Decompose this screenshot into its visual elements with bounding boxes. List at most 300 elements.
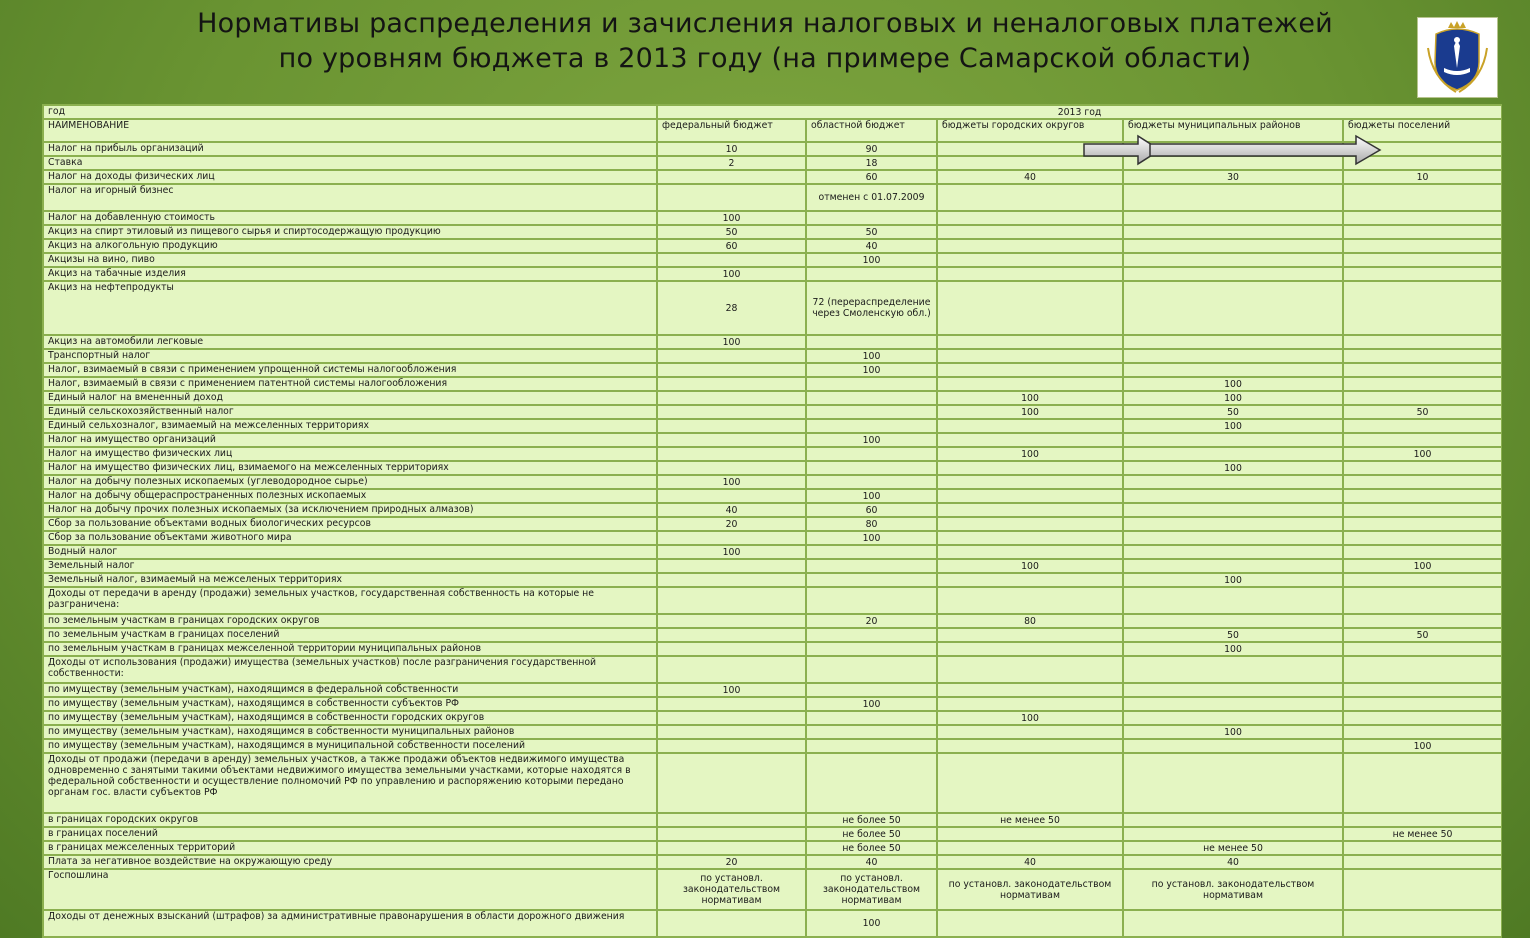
settlements-value	[1343, 869, 1502, 910]
regional-value: 40	[806, 855, 937, 869]
municipal-districts-value	[1123, 753, 1343, 813]
federal-value: 100	[657, 475, 806, 489]
row-name: по земельным участкам в границах межселенной территории муниципальных районов	[43, 642, 657, 656]
municipal-districts-value	[1123, 211, 1343, 225]
city-districts-value: не менее 50	[937, 813, 1123, 827]
federal-value	[657, 531, 806, 545]
city-districts-value	[937, 239, 1123, 253]
federal-value	[657, 489, 806, 503]
table-row	[43, 545, 1502, 559]
federal-value: 28	[657, 281, 806, 335]
regional-value: 72 (перераспределение через Смоленскую обл.)	[806, 281, 937, 335]
table-row	[43, 614, 1502, 628]
regional-value: 90	[806, 142, 937, 156]
city-districts-value	[937, 253, 1123, 267]
federal-value	[657, 433, 806, 447]
municipal-districts-value	[1123, 813, 1343, 827]
row-name: Доходы от денежных взысканий (штрафов) за административные правонарушения в области дорожного движения	[43, 910, 657, 937]
municipal-districts-value	[1123, 827, 1343, 841]
table-row	[43, 517, 1502, 531]
settlements-value	[1343, 545, 1502, 559]
city-districts-value: 100	[937, 559, 1123, 573]
table-row	[43, 267, 1502, 281]
settlements-value	[1343, 419, 1502, 433]
settlements-value	[1343, 753, 1502, 813]
year-row	[43, 105, 1502, 119]
federal-value	[657, 461, 806, 475]
municipal-districts-value: 100	[1123, 377, 1343, 391]
settlements-value	[1343, 656, 1502, 683]
municipal-districts-value: 100	[1123, 419, 1343, 433]
federal-value	[657, 363, 806, 377]
municipal-districts-value	[1123, 910, 1343, 937]
city-districts-value	[937, 503, 1123, 517]
city-districts-value	[937, 697, 1123, 711]
settlements-value	[1343, 335, 1502, 349]
table-row	[43, 211, 1502, 225]
tax-norms-table	[42, 104, 1502, 938]
city-districts-value: 100	[937, 405, 1123, 419]
regional-value: 100	[806, 363, 937, 377]
regional-value	[806, 335, 937, 349]
municipal-districts-value: по установл. законодательством нормативам	[1123, 869, 1343, 910]
row-name: по имуществу (земельным участкам), находящимся в собственности субъектов РФ	[43, 697, 657, 711]
municipal-districts-value	[1123, 559, 1343, 573]
settlements-value	[1343, 517, 1502, 531]
header-federal: федеральный бюджет	[657, 119, 806, 142]
settlements-value: 50	[1343, 628, 1502, 642]
city-districts-value	[937, 841, 1123, 855]
municipal-districts-value	[1123, 253, 1343, 267]
table-row	[43, 391, 1502, 405]
federal-value: 100	[657, 211, 806, 225]
federal-value: 40	[657, 503, 806, 517]
municipal-districts-value: 100	[1123, 642, 1343, 656]
regional-value: отменен с 01.07.2009	[806, 184, 937, 211]
table-row	[43, 628, 1502, 642]
regional-value	[806, 711, 937, 725]
settlements-value: 100	[1343, 559, 1502, 573]
municipal-districts-value	[1123, 447, 1343, 461]
municipal-districts-value	[1123, 267, 1343, 281]
city-districts-value	[937, 573, 1123, 587]
federal-value	[657, 841, 806, 855]
settlements-value: 10	[1343, 170, 1502, 184]
city-districts-value	[937, 461, 1123, 475]
row-name: Транспортный налог	[43, 349, 657, 363]
slide-title	[100, 6, 1430, 96]
city-districts-value	[937, 683, 1123, 697]
federal-value: 20	[657, 855, 806, 869]
table-row	[43, 855, 1502, 869]
row-name: Налог на добычу общераспространенных полезных ископаемых	[43, 489, 657, 503]
settlements-value	[1343, 910, 1502, 937]
federal-value: 100	[657, 683, 806, 697]
settlements-value: 50	[1343, 405, 1502, 419]
federal-value	[657, 253, 806, 267]
federal-value	[657, 753, 806, 813]
city-districts-value: по установл. законодательством нормативам	[937, 869, 1123, 910]
distribution-arrows	[1080, 132, 1390, 168]
settlements-value	[1343, 239, 1502, 253]
row-name: в границах межселенных территорий	[43, 841, 657, 855]
table-row	[43, 335, 1502, 349]
regional-value	[806, 739, 937, 753]
table-row	[43, 433, 1502, 447]
federal-value	[657, 614, 806, 628]
table-row	[43, 683, 1502, 697]
regional-value	[806, 587, 937, 614]
table-row	[43, 405, 1502, 419]
federal-value	[657, 377, 806, 391]
row-name: Акциз на автомобили легковые	[43, 335, 657, 349]
city-districts-value	[937, 211, 1123, 225]
table-row	[43, 587, 1502, 614]
municipal-districts-value: 50	[1123, 405, 1343, 419]
title-line-2: по уровням бюджета в 2013 году (на примере Самарской области)	[278, 43, 1252, 74]
federal-value	[657, 170, 806, 184]
table-row	[43, 447, 1502, 461]
regional-value	[806, 628, 937, 642]
row-name: Госпошлина	[43, 869, 657, 910]
city-districts-value	[937, 184, 1123, 211]
year-label-cell: год	[43, 105, 657, 119]
federal-value: 60	[657, 239, 806, 253]
federal-value	[657, 656, 806, 683]
table-row	[43, 225, 1502, 239]
settlements-value	[1343, 813, 1502, 827]
city-districts-value	[937, 419, 1123, 433]
row-name: Доходы от продажи (передачи в аренду) земельных участков, а также продажи объектов недвижимого имущества одновременно с занятыми такими объектами недвижимого имущества земельными участками, которые находятся в федеральной собственности и осуществление полномочий РФ по управлению и распоряжению которыми передано органам гос. власти субъектов РФ	[43, 753, 657, 813]
row-name: Сбор за пользование объектами животного мира	[43, 531, 657, 545]
municipal-districts-value: 40	[1123, 855, 1343, 869]
table-row	[43, 349, 1502, 363]
row-name: Единый сельскохозяйственный налог	[43, 405, 657, 419]
table-row	[43, 184, 1502, 211]
regional-value	[806, 419, 937, 433]
row-name: Акциз на нефтепродукты	[43, 281, 657, 335]
row-name: Плата за негативное воздействие на окружающую среду	[43, 855, 657, 869]
settlements-value	[1343, 184, 1502, 211]
municipal-districts-value	[1123, 614, 1343, 628]
federal-value	[657, 725, 806, 739]
federal-value: 20	[657, 517, 806, 531]
table-row	[43, 827, 1502, 841]
federal-value: 2	[657, 156, 806, 170]
settlements-value	[1343, 642, 1502, 656]
city-districts-value	[937, 267, 1123, 281]
municipal-districts-value: 100	[1123, 391, 1343, 405]
federal-value	[657, 559, 806, 573]
city-districts-value	[937, 910, 1123, 937]
federal-value	[657, 447, 806, 461]
table-row	[43, 531, 1502, 545]
regional-value	[806, 573, 937, 587]
regional-value: 100	[806, 489, 937, 503]
federal-value	[657, 573, 806, 587]
municipal-districts-value	[1123, 517, 1343, 531]
row-name: по имуществу (земельным участкам), находящимся в собственности муниципальных районов	[43, 725, 657, 739]
samara-coat-of-arms-icon	[1417, 17, 1498, 98]
row-name: Земельный налог, взимаемый на межселеных территориях	[43, 573, 657, 587]
regional-value	[806, 447, 937, 461]
municipal-districts-value: не менее 50	[1123, 841, 1343, 855]
city-districts-value	[937, 725, 1123, 739]
table-row	[43, 377, 1502, 391]
city-districts-value	[937, 377, 1123, 391]
city-districts-value: 80	[937, 614, 1123, 628]
city-districts-value	[937, 545, 1123, 559]
settlements-value	[1343, 363, 1502, 377]
municipal-districts-value	[1123, 683, 1343, 697]
row-name: Водный налог	[43, 545, 657, 559]
settlements-value	[1343, 211, 1502, 225]
federal-value: 100	[657, 335, 806, 349]
table-row	[43, 869, 1502, 910]
city-districts-value	[937, 827, 1123, 841]
regional-value: 80	[806, 517, 937, 531]
table-row	[43, 239, 1502, 253]
city-districts-value	[937, 225, 1123, 239]
regional-value: не более 50	[806, 827, 937, 841]
table-row	[43, 503, 1502, 517]
federal-value	[657, 184, 806, 211]
regional-value: 100	[806, 910, 937, 937]
row-name: Налог на игорный бизнес	[43, 184, 657, 211]
row-name: Налог на добычу прочих полезных ископаемых (за исключением природных алмазов)	[43, 503, 657, 517]
settlements-value	[1343, 614, 1502, 628]
regional-value: 60	[806, 170, 937, 184]
municipal-districts-value: 30	[1123, 170, 1343, 184]
regional-value: 50	[806, 225, 937, 239]
regional-value	[806, 461, 937, 475]
federal-value	[657, 349, 806, 363]
municipal-districts-value	[1123, 349, 1343, 363]
table-row	[43, 841, 1502, 855]
regional-value	[806, 656, 937, 683]
municipal-districts-value	[1123, 225, 1343, 239]
table-row	[43, 656, 1502, 683]
city-districts-value: 100	[937, 391, 1123, 405]
row-name: Налог на имущество организаций	[43, 433, 657, 447]
municipal-districts-value	[1123, 239, 1343, 253]
city-districts-value	[937, 739, 1123, 753]
settlements-value	[1343, 725, 1502, 739]
header-municipal-districts: бюджеты муниципальных районов	[1123, 119, 1343, 142]
header-name: НАИМЕНОВАНИЕ	[43, 119, 657, 142]
settlements-value	[1343, 267, 1502, 281]
regional-value	[806, 405, 937, 419]
regional-value: 100	[806, 349, 937, 363]
municipal-districts-value: 100	[1123, 725, 1343, 739]
federal-value	[657, 587, 806, 614]
city-districts-value	[937, 628, 1123, 642]
table-row	[43, 739, 1502, 753]
regional-value	[806, 559, 937, 573]
regional-value: 60	[806, 503, 937, 517]
municipal-districts-value	[1123, 475, 1343, 489]
federal-value	[657, 697, 806, 711]
table-row	[43, 642, 1502, 656]
settlements-value: 100	[1343, 739, 1502, 753]
regional-value	[806, 642, 937, 656]
row-name: Налог на прибыль организаций	[43, 142, 657, 156]
municipal-districts-value	[1123, 545, 1343, 559]
regional-value: 100	[806, 433, 937, 447]
regional-value: 18	[806, 156, 937, 170]
city-districts-value	[937, 433, 1123, 447]
city-districts-value	[937, 656, 1123, 683]
federal-value	[657, 711, 806, 725]
row-name: в границах поселений	[43, 827, 657, 841]
settlements-value	[1343, 377, 1502, 391]
settlements-value	[1343, 433, 1502, 447]
federal-value	[657, 628, 806, 642]
settlements-value	[1343, 475, 1502, 489]
table-row	[43, 711, 1502, 725]
settlements-value	[1343, 683, 1502, 697]
row-name: Земельный налог	[43, 559, 657, 573]
row-name: Ставка	[43, 156, 657, 170]
city-districts-value	[937, 753, 1123, 813]
regional-value: не более 50	[806, 813, 937, 827]
row-name: по имуществу (земельным участкам), находящимся в собственности городских округов	[43, 711, 657, 725]
settlements-value: 100	[1343, 447, 1502, 461]
municipal-districts-value: 100	[1123, 461, 1343, 475]
header-regional: областной бюджет	[806, 119, 937, 142]
municipal-districts-value	[1123, 433, 1343, 447]
row-name: Налог на добавленную стоимость	[43, 211, 657, 225]
row-name: Акциз на спирт этиловый из пищевого сырья и спиртосодержащую продукцию	[43, 225, 657, 239]
row-name: Налог на доходы физических лиц	[43, 170, 657, 184]
federal-value	[657, 642, 806, 656]
municipal-districts-value	[1123, 697, 1343, 711]
settlements-value	[1343, 489, 1502, 503]
settlements-value	[1343, 281, 1502, 335]
settlements-value	[1343, 711, 1502, 725]
city-districts-value	[937, 349, 1123, 363]
settlements-value	[1343, 503, 1502, 517]
row-name: Доходы от передачи в аренду (продажи) земельных участков, государственная собственность на которые не разграничена:	[43, 587, 657, 614]
regional-value	[806, 391, 937, 405]
municipal-districts-value	[1123, 184, 1343, 211]
row-name: по имуществу (земельным участкам), находящимся в федеральной собственности	[43, 683, 657, 697]
municipal-districts-value	[1123, 531, 1343, 545]
table-row	[43, 475, 1502, 489]
federal-value: по установл. законодательством нормативам	[657, 869, 806, 910]
city-districts-value: 100	[937, 447, 1123, 461]
settlements-value	[1343, 253, 1502, 267]
municipal-districts-value	[1123, 587, 1343, 614]
row-name: по имуществу (земельным участкам), находящимся в муниципальной собственности поселений	[43, 739, 657, 753]
city-districts-value: 40	[937, 170, 1123, 184]
table-row	[43, 725, 1502, 739]
header-city-districts: бюджеты городских округов	[937, 119, 1123, 142]
row-name: Сбор за пользование объектами водных биологических ресурсов	[43, 517, 657, 531]
table-row	[43, 363, 1502, 377]
city-districts-value	[937, 335, 1123, 349]
settlements-value	[1343, 391, 1502, 405]
title-line-1: Нормативы распределения и зачисления налоговых и неналоговых платежей	[197, 8, 1333, 39]
row-name: в границах городских округов	[43, 813, 657, 827]
table-row	[43, 419, 1502, 433]
settlements-value	[1343, 841, 1502, 855]
federal-value	[657, 405, 806, 419]
federal-value	[657, 813, 806, 827]
settlements-value	[1343, 349, 1502, 363]
regional-value	[806, 475, 937, 489]
city-districts-value	[937, 489, 1123, 503]
regional-value	[806, 753, 937, 813]
year-value-cell: 2013 год	[657, 105, 1502, 119]
regional-value	[806, 377, 937, 391]
municipal-districts-value	[1123, 503, 1343, 517]
table-row	[43, 813, 1502, 827]
regional-value: 100	[806, 531, 937, 545]
city-districts-value	[937, 587, 1123, 614]
city-districts-value	[937, 281, 1123, 335]
city-districts-value	[937, 642, 1123, 656]
city-districts-value	[937, 475, 1123, 489]
federal-value	[657, 910, 806, 937]
settlements-value	[1343, 697, 1502, 711]
row-name: Доходы от использования (продажи) имущества (земельных участков) после разграничения государственной собственности:	[43, 656, 657, 683]
municipal-districts-value	[1123, 281, 1343, 335]
tax-norms-table-container	[42, 104, 1502, 938]
table-row	[43, 281, 1502, 335]
row-name: по земельным участкам в границах поселений	[43, 628, 657, 642]
row-name: Единый сельхозналог, взимаемый на межселенных территориях	[43, 419, 657, 433]
regional-value: по установл. законодательством нормативам	[806, 869, 937, 910]
regional-value: 40	[806, 239, 937, 253]
regional-value	[806, 725, 937, 739]
row-name: Налог, взимаемый в связи с применением патентной системы налогообложения	[43, 377, 657, 391]
header-settlements: бюджеты поселений	[1343, 119, 1502, 142]
municipal-districts-value	[1123, 335, 1343, 349]
city-districts-value: 100	[937, 711, 1123, 725]
municipal-districts-value	[1123, 363, 1343, 377]
regional-value	[806, 267, 937, 281]
table-row	[43, 697, 1502, 711]
municipal-districts-value: 100	[1123, 573, 1343, 587]
municipal-districts-value	[1123, 489, 1343, 503]
table-row	[43, 559, 1502, 573]
federal-value	[657, 827, 806, 841]
regional-value	[806, 683, 937, 697]
row-name: Налог на имущество физических лиц, взимаемого на межселенных территориях	[43, 461, 657, 475]
settlements-value	[1343, 225, 1502, 239]
row-name: Акцизы на вино, пиво	[43, 253, 657, 267]
municipal-districts-value	[1123, 656, 1343, 683]
regional-value: не более 50	[806, 841, 937, 855]
table-row	[43, 753, 1502, 813]
federal-value: 10	[657, 142, 806, 156]
city-districts-value	[937, 517, 1123, 531]
table-row	[43, 253, 1502, 267]
table-row	[43, 573, 1502, 587]
row-name: Единый налог на вмененный доход	[43, 391, 657, 405]
city-districts-value	[937, 531, 1123, 545]
table-row	[43, 170, 1502, 184]
regional-value	[806, 545, 937, 559]
city-districts-value	[937, 363, 1123, 377]
table-row	[43, 461, 1502, 475]
federal-value: 50	[657, 225, 806, 239]
arrow-right-icon-1	[1084, 136, 1160, 164]
settlements-value	[1343, 855, 1502, 869]
settlements-value: не менее 50	[1343, 827, 1502, 841]
municipal-districts-value: 50	[1123, 628, 1343, 642]
